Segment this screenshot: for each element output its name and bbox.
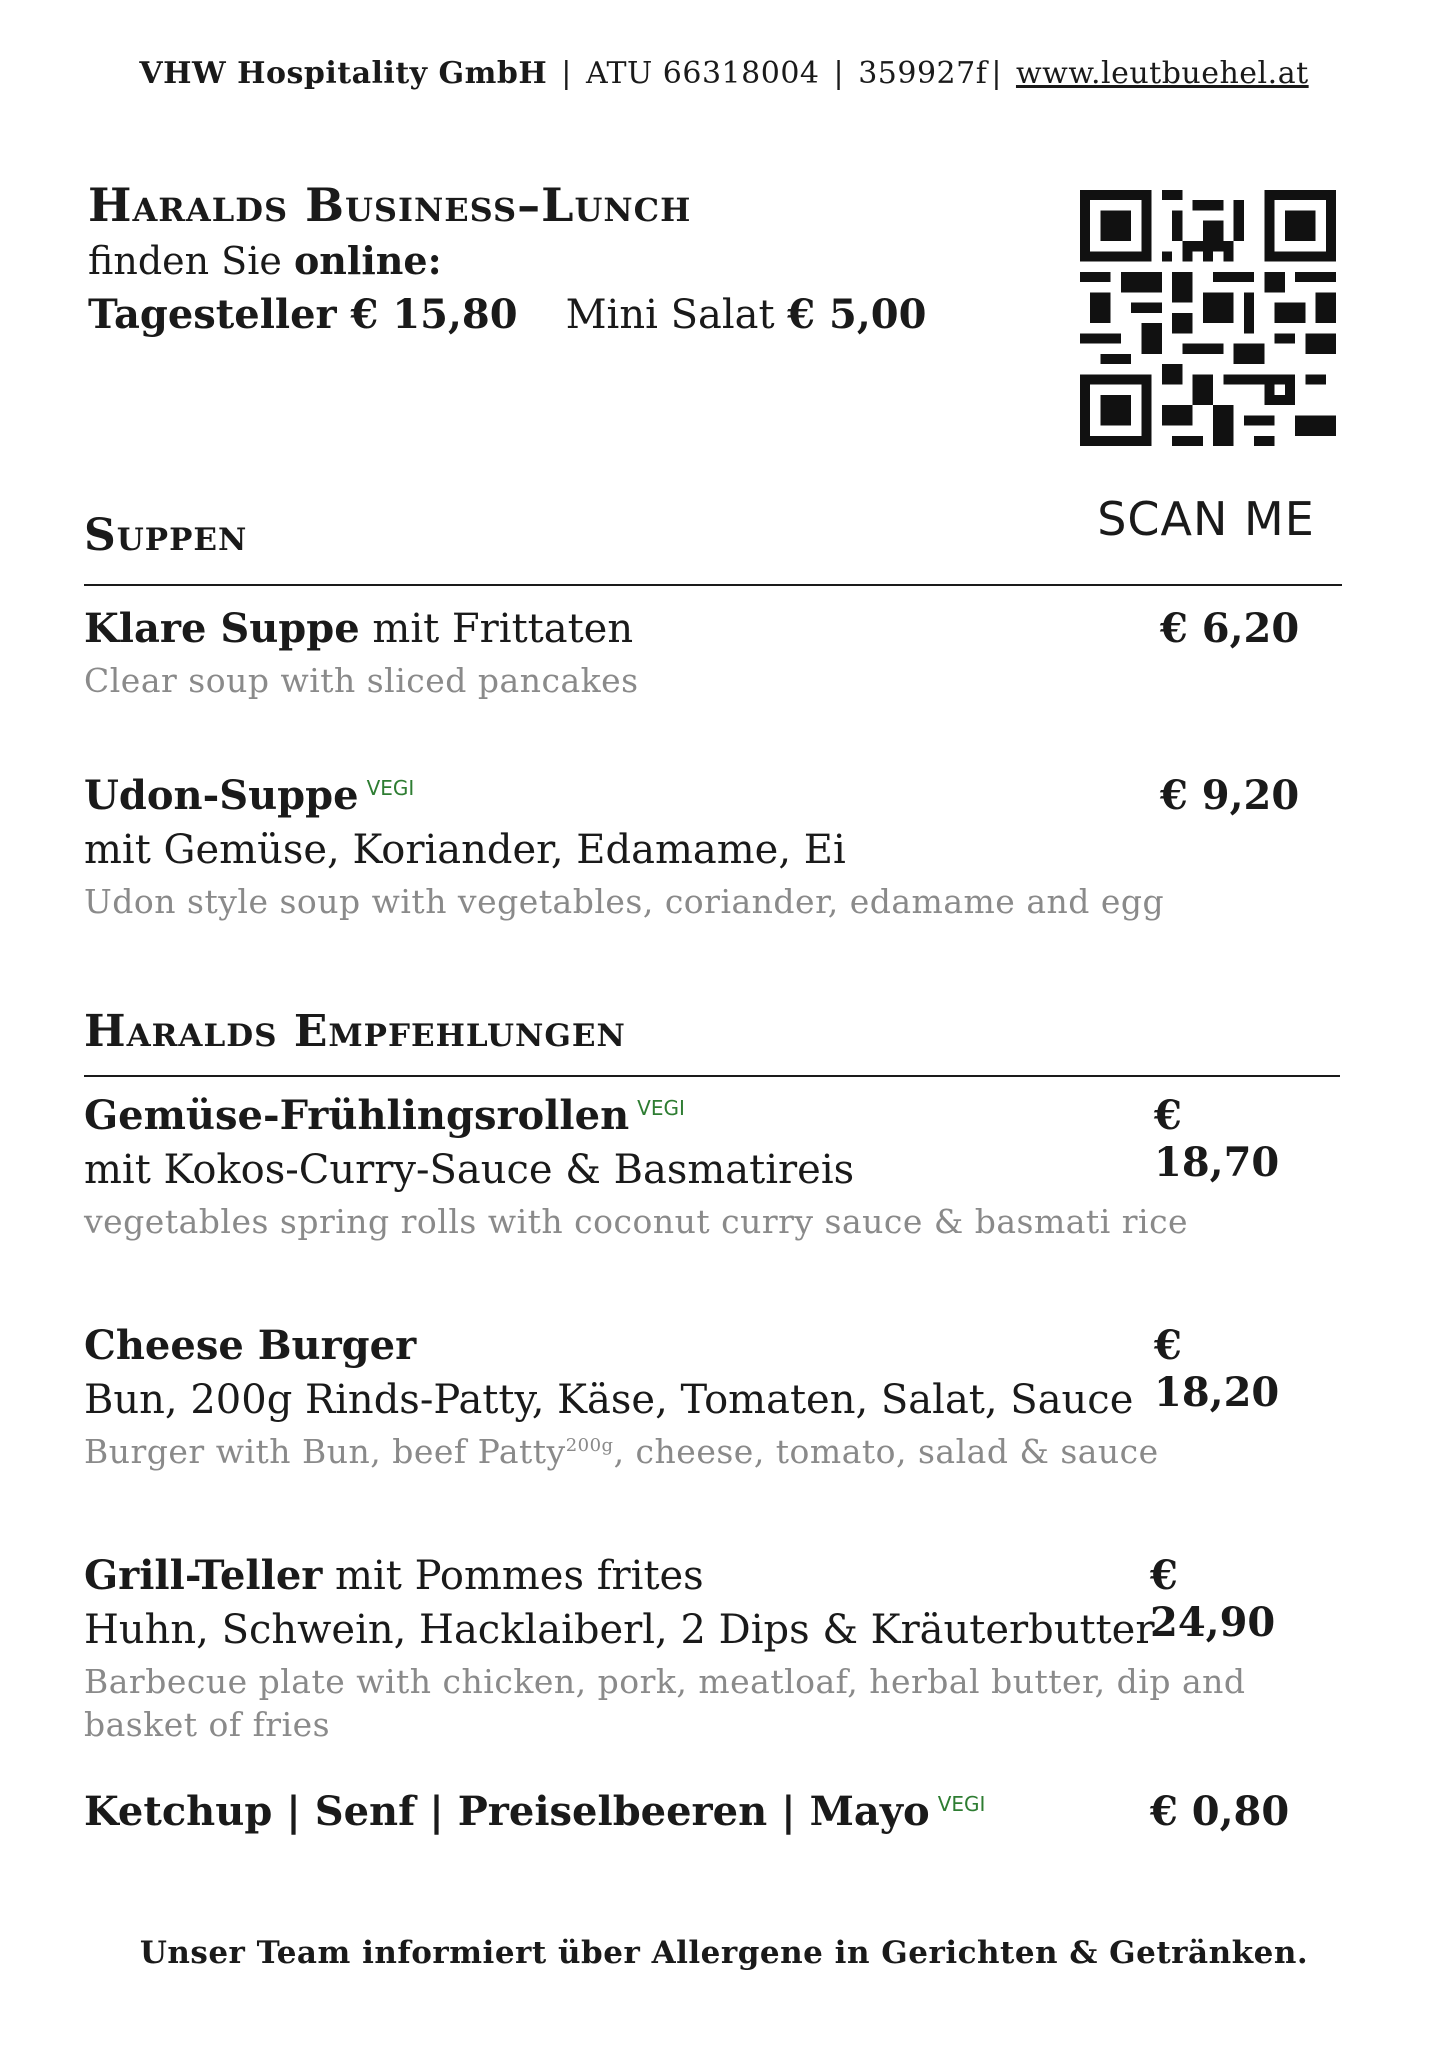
item-name bbox=[84, 1092, 1314, 1139]
vegi-badge: VEGI bbox=[637, 1095, 685, 1120]
item-name bbox=[84, 1322, 1314, 1369]
item-name bbox=[84, 605, 1314, 652]
section-title-empfehlungen: Haralds Empfehlungen bbox=[84, 1006, 626, 1057]
company-name: VHW Hospitality GmbH bbox=[139, 56, 548, 91]
item-price: € 24,90 bbox=[1150, 1552, 1276, 1646]
item-price: € 18,70 bbox=[1154, 1092, 1280, 1186]
item-price: € 0,80 bbox=[1150, 1788, 1290, 1835]
item-name-bold: Klare Suppe bbox=[84, 605, 360, 652]
item-description: mit Gemüse, Koriander, Edamame, Ei bbox=[84, 827, 846, 873]
item-name-rest: mit Pommes frites bbox=[322, 1553, 704, 1599]
qr-code-icon[interactable] bbox=[1080, 190, 1336, 446]
item-english: Udon style soup with vegetables, coriander, edamame and egg bbox=[84, 882, 1165, 921]
item-price: € 9,20 bbox=[1160, 772, 1300, 819]
section-divider-suppen bbox=[84, 584, 1342, 586]
item-name bbox=[84, 772, 1314, 819]
tagesteller-price: Tagesteller € 15,80 bbox=[88, 291, 518, 338]
business-lunch-prices bbox=[88, 291, 926, 338]
menu-item-cheese-burger bbox=[84, 1322, 1314, 1474]
item-name-bold: Grill-Teller bbox=[84, 1552, 323, 1599]
item-english-post: , cheese, tomato, salad & sauce bbox=[613, 1432, 1159, 1471]
allergen-notice: Unser Team informiert über Allergene in Gerichten & Getränken. bbox=[139, 1935, 1309, 1971]
item-english bbox=[84, 1431, 1314, 1474]
menu-item-fruehlingsrollen bbox=[84, 1092, 1314, 1244]
website-link[interactable]: www.leutbuehel.at bbox=[1015, 56, 1309, 91]
item-name-bold: Cheese Burger bbox=[84, 1322, 417, 1369]
item-english: Barbecue plate with chicken, pork, meatloaf, herbal butter, dip and basket of fries bbox=[84, 1662, 1246, 1744]
item-description: Bun, 200g Rinds-Patty, Käse, Tomaten, Salat, Sauce bbox=[84, 1377, 1134, 1423]
mini-salat-price bbox=[566, 292, 927, 338]
business-lunch-title: Haralds Business–Lunch bbox=[88, 178, 692, 232]
item-english: Clear soup with sliced pancakes bbox=[84, 661, 639, 700]
section-divider-empfehlungen bbox=[84, 1075, 1340, 1077]
item-english-sup: 200g bbox=[565, 1435, 614, 1456]
item-price: € 18,20 bbox=[1154, 1322, 1280, 1416]
item-description: mit Kokos-Curry-Sauce & Basmatireis bbox=[84, 1147, 855, 1193]
atu-number: ATU 66318004 bbox=[585, 56, 820, 91]
online-prefix: finden Sie bbox=[88, 239, 294, 283]
business-lunch-online-text bbox=[88, 238, 926, 283]
business-lunch-block bbox=[88, 178, 926, 338]
document-header: VHW Hospitality GmbH | ATU 66318004 | 359927f | www.leutbuehel.at bbox=[139, 56, 1309, 91]
mini-salat-amount: € 5,00 bbox=[787, 291, 927, 338]
scan-me-label: SCAN ME bbox=[1097, 492, 1315, 546]
menu-item-udon-suppe bbox=[84, 772, 1314, 924]
menu-item-grill-teller bbox=[84, 1552, 1314, 1747]
item-english: vegetables spring rolls with coconut curry sauce & basmati rice bbox=[84, 1202, 1189, 1241]
menu-item-klare-suppe bbox=[84, 605, 1314, 703]
item-name bbox=[84, 1552, 1314, 1599]
section-title-suppen: Suppen bbox=[84, 510, 248, 561]
mini-salat-label: Mini Salat bbox=[565, 292, 788, 338]
item-name-rest: mit Frittaten bbox=[359, 606, 634, 652]
item-english-pre: Burger with Bun, beef Patty bbox=[84, 1432, 566, 1471]
menu-item-sauces bbox=[84, 1788, 1314, 1835]
item-price: € 6,20 bbox=[1160, 605, 1300, 652]
vegi-badge: VEGI bbox=[937, 1791, 986, 1816]
item-description: Huhn, Schwein, Hacklaiberl, 2 Dips & Kräuterbutter bbox=[84, 1607, 1155, 1653]
item-name-bold: Udon-Suppe bbox=[84, 772, 359, 819]
fn-number: 359927f bbox=[858, 56, 988, 91]
item-name bbox=[84, 1788, 1314, 1835]
item-name-bold: Gemüse-Frühlingsrollen bbox=[84, 1092, 630, 1139]
vegi-badge: VEGI bbox=[366, 775, 415, 800]
online-bold: online: bbox=[293, 238, 442, 283]
item-name-bold: Ketchup | Senf | Preiselbeeren | Mayo bbox=[84, 1788, 930, 1835]
